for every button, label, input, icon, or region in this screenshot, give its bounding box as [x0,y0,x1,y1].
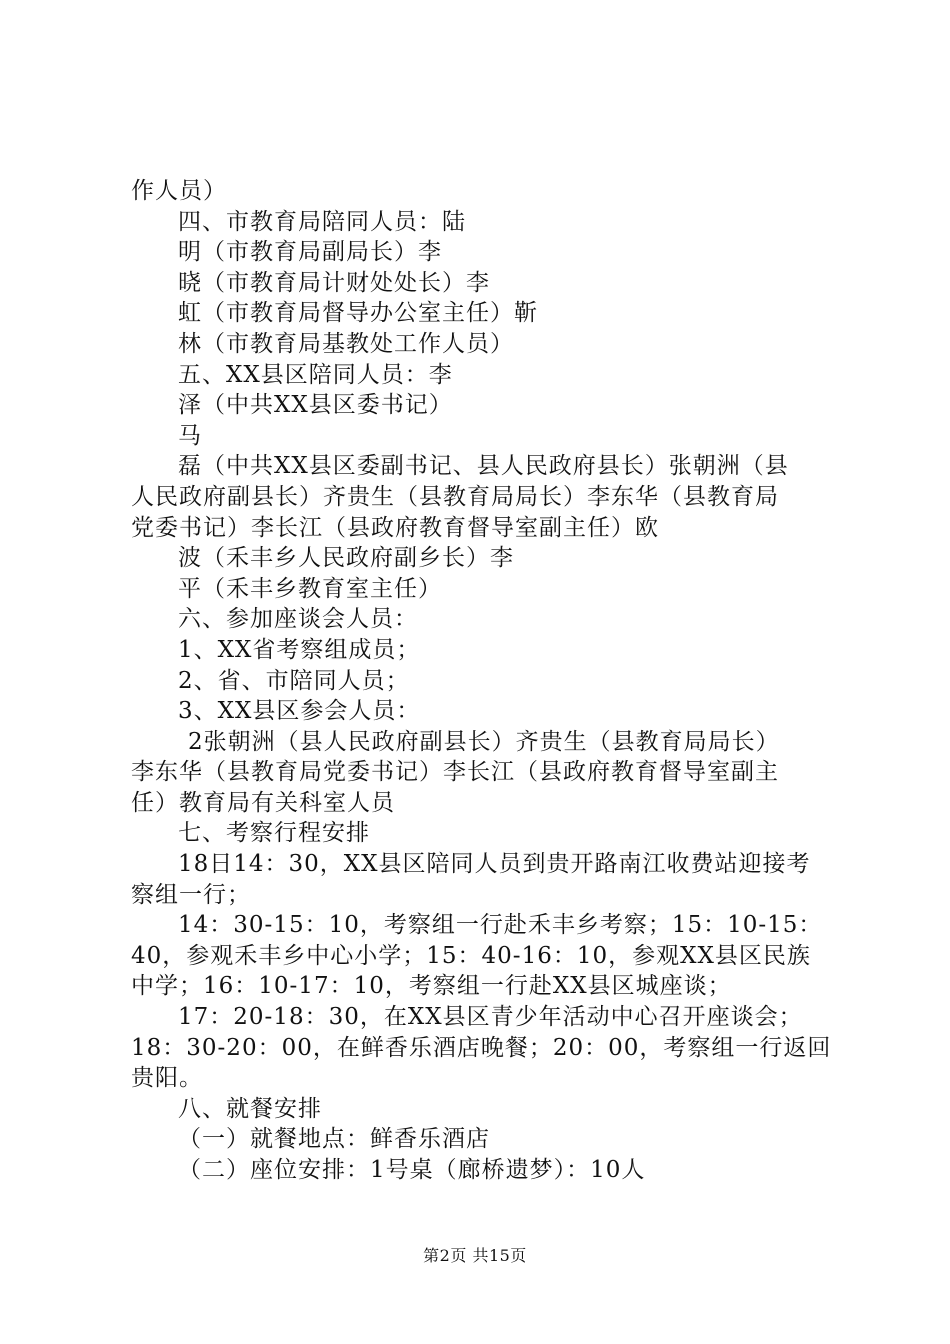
text-line: 马 [178,422,202,449]
text-line: 贵阳。 [131,1065,203,1092]
text-line: 作人员） [131,178,227,204]
text-line: 李东华（县教育局党委书记）李长江（县政府教育督导室副主 [131,759,779,786]
text-line: 中学；16：10-17：10，考察组一行赴XX县区城座谈； [131,973,732,1000]
text-line: 林（市教育局基教处工作人员） [178,330,514,357]
text-line: 2张朝洲（县人民政府副县长）齐贵生（县教育局局长） [188,728,780,755]
text-line: 18日14：30，XX县区陪同人员到贵开路南江收费站迎接考 [178,851,811,878]
page-number-footer: 第2页 共15页 [423,1246,527,1265]
section-heading: 六、参加座谈会人员： [178,606,418,633]
section-heading: 四、市教育局陪同人员：陆 [178,208,466,235]
text-line: 平（禾丰乡教育室主任） [178,575,442,602]
list-item: （一）就餐地点：鲜香乐酒店 [178,1126,490,1153]
list-item: 1、XX省考察组成员； [178,636,421,663]
section-heading: 七、考察行程安排 [178,820,370,847]
list-item: （二）座位安排：1号桌（廊桥遗梦）：10人 [178,1157,646,1183]
text-line: 波（禾丰乡人民政府副乡长）李 [178,545,514,572]
text-line: 40，参观禾丰乡中心小学；15：40-16：10，参观XX县区民族 [131,942,811,969]
text-line: 察组一行； [131,881,251,908]
text-line: 党委书记）李长江（县政府教育督导室副主任）欧 [131,514,659,541]
text-line: 明（市教育局副局长）李 [178,239,442,266]
text-line: 17：20-18：30，在XX县区青少年活动中心召开座谈会； [178,1004,803,1031]
text-line: 泽（中共XX县区委书记） [178,392,453,419]
text-line: 任）教育局有关科室人员 [131,789,395,816]
text-line: 14：30-15：10，考察组一行赴禾丰乡考察；15：10-15： [178,912,823,939]
text-line: 磊（中共XX县区委副书记、县人民政府县长）张朝洲（县 [178,453,789,480]
text-line: 人民政府副县长）齐贵生（县教育局局长）李东华（县教育局 [131,483,779,510]
document-body [131,176,831,1186]
list-item: 3、XX县区参会人员： [178,698,421,725]
text-line: 虹（市教育局督导办公室主任）靳 [178,300,538,327]
text-line: 晓（市教育局计财处处长）李 [178,269,490,296]
section-heading: 八、就餐安排 [178,1095,322,1122]
section-heading: 五、XX县区陪同人员：李 [178,361,453,388]
text-line: 18：30-20：00，在鲜香乐酒店晚餐；20：00，考察组一行返回 [131,1034,832,1061]
list-item: 2、省、市陪同人员； [178,667,410,694]
